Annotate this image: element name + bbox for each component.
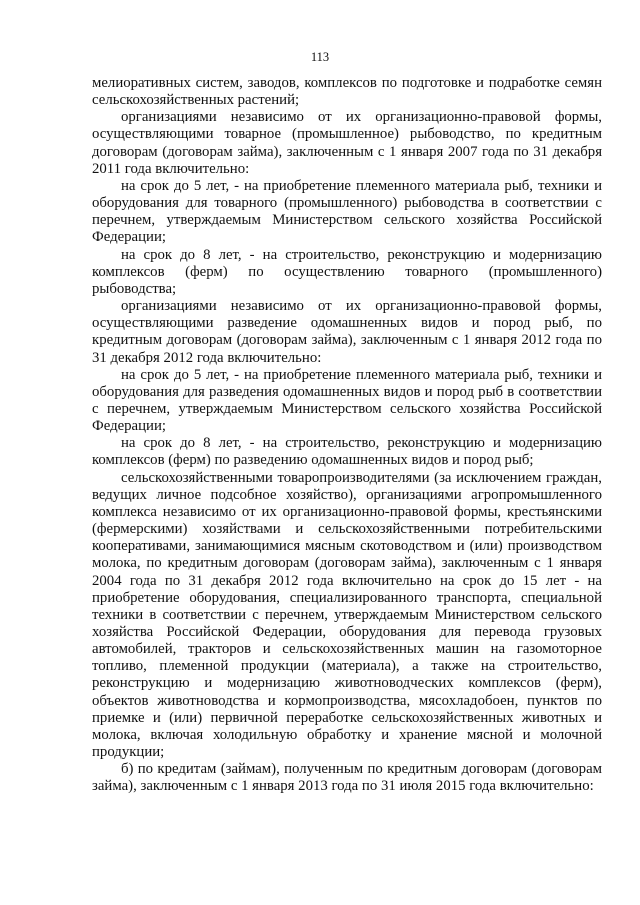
document-body — [92, 75, 602, 796]
paragraph-fish-breeding-5-years: на срок до 5 лет, - на приобретение племенного материала рыб, техники и оборудования для разведения одомашненных видов и пород рыб в соответствии с перечнем, утверждаемым Министерством сельского хозяйства Российской Федерации; — [92, 366, 602, 435]
paragraph-fish-farming-organizations: организациями независимо от их организационно-правовой формы, осуществляющими товарное (промышленное) рыбоводство, по кредитным договорам (договорам займа), заключенным с 1 января 2007 года по 31 декабря 2011 года включительно: — [92, 109, 602, 177]
paragraph-fish-breeding-8-years: на срок до 8 лет, - на строительство, реконструкцию и модернизацию комплексов (ферм) по разведению одомашненных видов и пород рыб; — [92, 435, 602, 469]
paragraph-continuation: мелиоративных систем, заводов, комплексов по подготовке и подработке семян сельскохозяйственных растений; — [92, 75, 602, 109]
paragraph-fish-farming-5-years: на срок до 5 лет, - на приобретение племенного материала рыб, техники и оборудования для товарного (промышленного) рыбоводства в соответствии с перечнем, утверждаемым Министерством сельского хозяйства Российской Федерации; — [92, 177, 602, 246]
paragraph-fish-breeding-organizations: организациями независимо от их организационно-правовой формы, осуществляющими разведение одомашненных видов и пород рыб, по кредитным договорам (договорам займа), заключенным с 1 января 2012 года по 31 декабря 2012 года включительно: — [92, 298, 602, 366]
paragraph-livestock-producers: сельскохозяйственными товаропроизводителями (за исключением граждан, ведущих личное подсобное хозяйство), организациями агропромышленного комплекса независимо от их организационно-правовой формы, крестьянскими (фермерскими) хозяйствами и сельскохозяйственными потребительскими кооперативами, занимающимися мясным скотоводством и (или) производством молока, по кредитным договорам (договорам займа), заключенным с 1 января 2004 года по 31 декабря 2012 года включительно на срок до 15 лет - на приобретение оборудования, специализированного транспорта, специальной техники в соответствии с перечнем, утверждаемым Министерством сельского хозяйства Российской Федерации, оборудования для перевода грузовых автомобилей, тракторов и сельскохозяйственных машин на газомоторное топливо, племенной продукции (материала), а также на строительство, реконструкцию и модернизацию животноводческих комплексов (ферм), объектов животноводства и кормопроизводства, мясохладобоен, пунктов по приемке и (или) первичной переработке сельскохозяйственных животных и молока, включая холодильную обработку и хранение мясной и молочной продукции; — [92, 469, 602, 761]
page-number: 113 — [310, 50, 330, 64]
paragraph-subitem-b: б) по кредитам (займам), полученным по кредитным договорам (договорам займа), заключенным с 1 января 2013 года по 31 июля 2015 года включительно: — [92, 761, 602, 795]
paragraph-fish-farming-8-years: на срок до 8 лет, - на строительство, реконструкцию и модернизацию комплексов (ферм) по осуществлению товарного (промышленного) рыбоводства; — [92, 246, 602, 297]
